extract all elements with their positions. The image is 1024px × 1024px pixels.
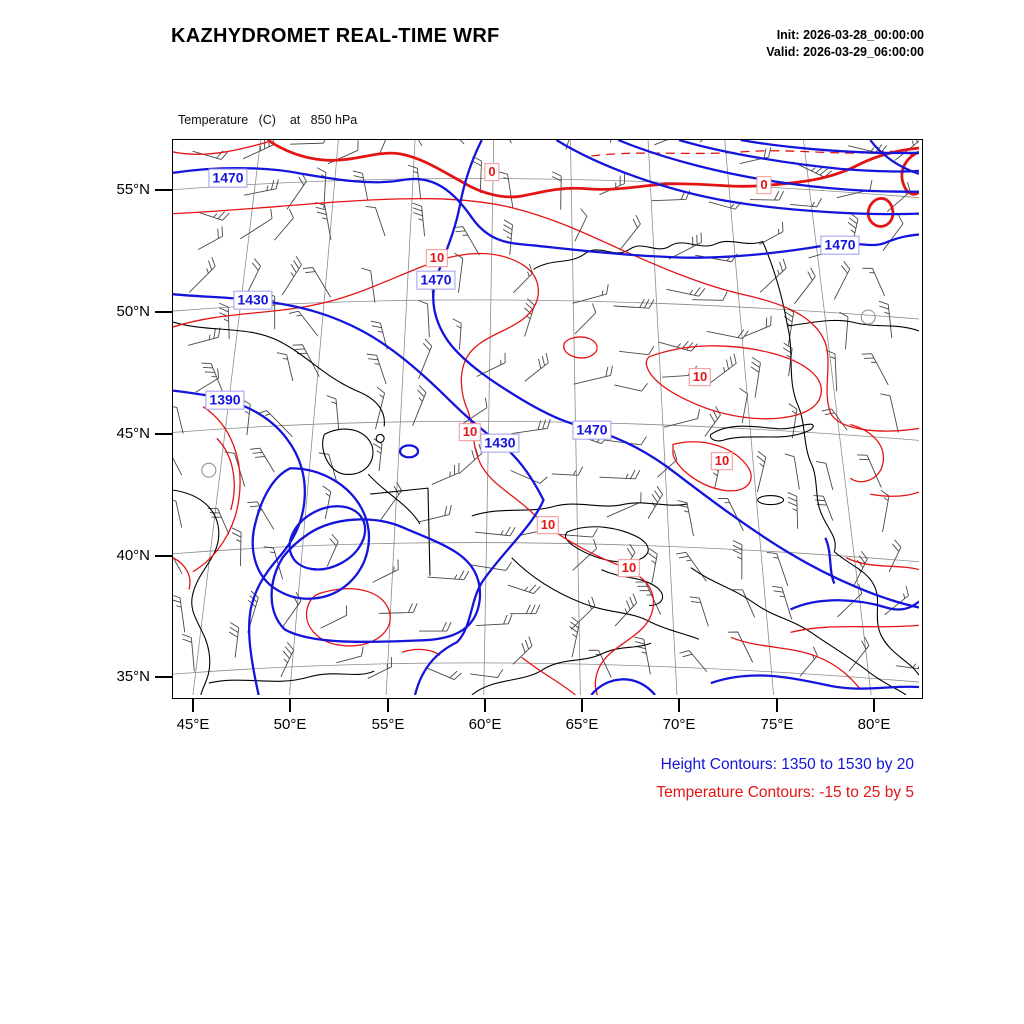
temp-contour-label: 0 — [756, 176, 771, 194]
temp-contour-label: 10 — [689, 368, 711, 386]
lon-tick-mark — [387, 699, 389, 712]
lon-tick-label: 70°E — [662, 716, 696, 733]
legend-temperature: Temperature (C) at 850 hPa — [178, 113, 358, 127]
temp-contour-label: 0 — [484, 163, 499, 181]
height-contour-label: 1470 — [208, 169, 247, 188]
lon-tick-mark — [678, 699, 680, 712]
lon-tick-label: 80°E — [857, 716, 891, 733]
lat-tick-mark — [155, 189, 172, 191]
lon-tick-label: 60°E — [468, 716, 502, 733]
lon-tick-label: 50°E — [273, 716, 307, 733]
page-title: KAZHYDROMET REAL-TIME WRF — [171, 25, 500, 47]
lat-tick-mark — [155, 676, 172, 678]
lon-tick-mark — [581, 699, 583, 712]
valid-time: Valid: 2026-03-29_06:00:00 — [766, 45, 924, 59]
temp-contour-label: 10 — [618, 559, 640, 577]
lon-tick-mark — [484, 699, 486, 712]
lat-tick-label: 50°N — [116, 303, 150, 320]
lon-tick-label: 65°E — [565, 716, 599, 733]
lon-tick-mark — [776, 699, 778, 712]
height-contour-label: 1470 — [416, 271, 455, 290]
lon-tick-label: 75°E — [760, 716, 794, 733]
init-time: Init: 2026-03-28_00:00:00 — [776, 28, 924, 42]
temp-contour-label: 10 — [426, 249, 448, 267]
lat-tick-mark — [155, 555, 172, 557]
lon-tick-mark — [873, 699, 875, 712]
lon-tick-label: 55°E — [371, 716, 405, 733]
lon-tick-label: 45°E — [176, 716, 210, 733]
temp-contour-label: 10 — [711, 452, 733, 470]
lat-tick-label: 55°N — [116, 181, 150, 198]
height-contour-label: 1430 — [233, 291, 272, 310]
height-contour-label: 1430 — [480, 434, 519, 453]
run-info — [766, 27, 924, 61]
contour-captions — [656, 751, 914, 806]
temp-contour-label: 10 — [537, 516, 559, 534]
lat-tick-label: 35°N — [116, 668, 150, 685]
lat-tick-mark — [155, 433, 172, 435]
height-contour-label: 1470 — [820, 236, 859, 255]
lat-tick-label: 40°N — [116, 547, 150, 564]
height-contour-label: 1390 — [205, 391, 244, 410]
temp-contour-label: 10 — [459, 423, 481, 441]
lat-tick-label: 45°N — [116, 425, 150, 442]
lon-tick-mark — [289, 699, 291, 712]
contour-labels — [173, 140, 922, 698]
height-contours-caption: Height Contours: 1350 to 1530 by 20 — [660, 756, 914, 773]
lon-tick-mark — [192, 699, 194, 712]
temperature-contours-caption: Temperature Contours: -15 to 25 by 5 — [656, 783, 914, 801]
map-frame — [172, 139, 923, 699]
lat-tick-mark — [155, 311, 172, 313]
height-contour-label: 1470 — [572, 421, 611, 440]
